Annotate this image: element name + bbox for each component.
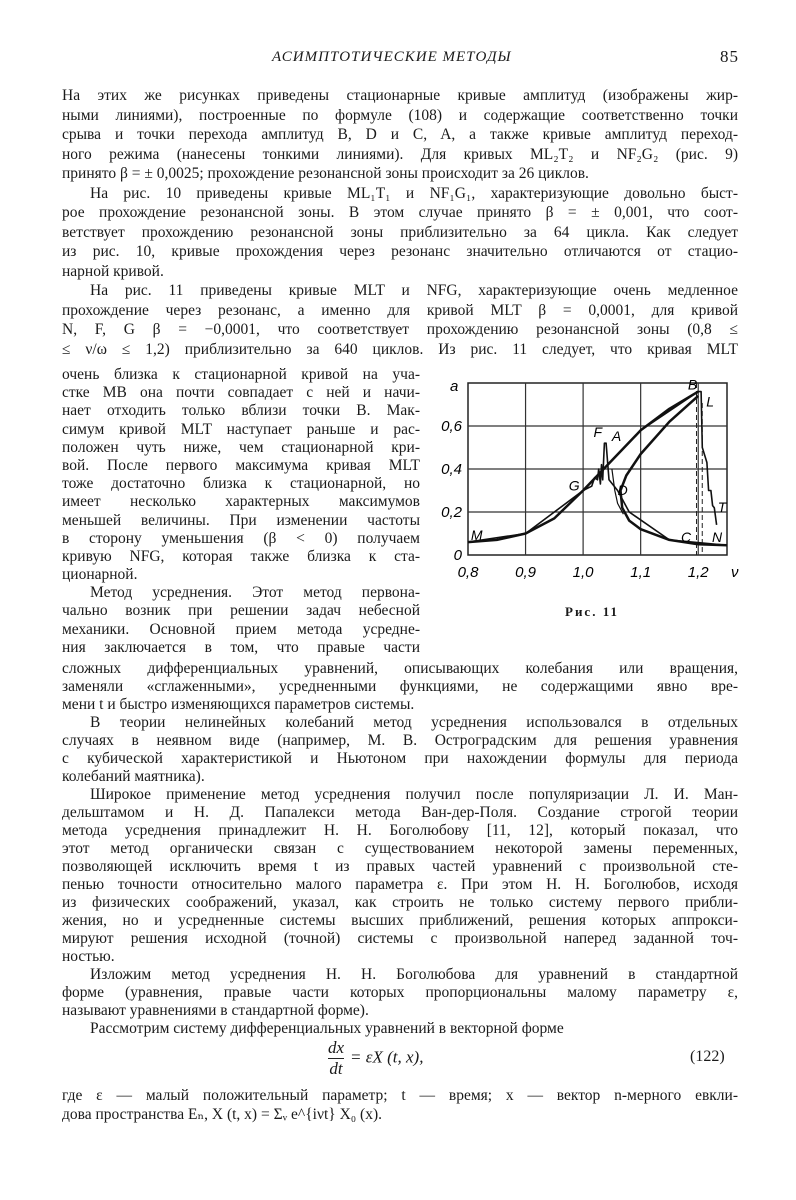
point-label-N: N <box>712 529 723 546</box>
text-line: из рис. 10, кривые прохождения через резонанс значительно отличаются от стацио- <box>62 243 738 260</box>
text-line: ного режима (нанесены тонкими линиями). Для кривых ML₂T₂ и NF₂G₂ (рис. 9) <box>62 145 738 163</box>
text-line: ≤ ν/ω ≤ 1,2) приблизительно за 640 циклов. Из рис. 11 следует, что кривая MLT <box>62 340 738 358</box>
text-line: в сторону уменьшения (β < 0) получаем <box>62 529 420 547</box>
text-line: метода усреднения принадлежит Н. Н. Боголюбову [11, 12], который показал, что <box>62 822 738 839</box>
point-label-M: M <box>470 526 483 543</box>
text-block-main <box>62 660 738 1038</box>
text-line: прохождение через резонанс, а именно для кривой MLT β = 0,0001, для кривой <box>62 301 738 319</box>
text-line: Широкое применение метод усреднения получил после популяризации Л. И. Ман- <box>90 786 738 803</box>
text-line: где ε — малый положительный параметр; t — время; x — вектор n-мерного евкли- <box>62 1087 738 1104</box>
point-label-L: L <box>706 393 715 410</box>
text-line: механики. Основной прием метода усредне- <box>62 620 420 638</box>
point-label-T: T <box>717 499 727 515</box>
text-line: На этих же рисунках приведены стационарные кривые амплитуд (изображены жир- <box>62 87 738 104</box>
point-label-G: G <box>568 477 580 494</box>
text-line: чально возник при решении задач небесной <box>62 602 420 620</box>
text-line: принято β = ± 0,0025; прохождение резонансной зоны происходит за 26 циклов. <box>62 165 589 182</box>
fraction-denominator: dt <box>329 1059 343 1078</box>
figure-11-chart <box>436 372 776 632</box>
text-line: Изложим метод усреднения Н. Н. Боголюбова для уравнений в стандартной <box>90 966 738 983</box>
text-line: вой. После первого максимума кривая MLT <box>62 456 420 474</box>
point-label-C: C <box>680 529 692 546</box>
text-line: стке MB она почти совпадает с ней и начи- <box>62 384 420 402</box>
text-line: позволяющей исключить время t из правых частей уравнений с произвольной сте- <box>62 858 738 875</box>
derivative-fraction <box>328 1038 344 1079</box>
text-line: Рассмотрим систему дифференциальных уравнений в векторной форме <box>90 1020 564 1037</box>
equation-number: (122) <box>690 1048 725 1065</box>
point-label-B: B <box>687 376 698 393</box>
text-line: мени t и быстро изменяющихся параметров системы. <box>62 696 415 713</box>
text-line: меньшей величины. При изменении частоты <box>62 511 420 529</box>
text-line: симум кривой MLT наступает раньше и рас- <box>62 420 420 438</box>
text-line: из физических соображений, указал, как строить не только систему первого прибли- <box>62 894 738 911</box>
text-line: Метод усреднения. Этот метод первона- <box>90 584 420 602</box>
text-line: положен чуть ниже, чем стационарной кри- <box>62 438 420 456</box>
y-tick-label: 0 <box>453 547 462 564</box>
running-head: АСИМПТОТИЧЕСКИЕ МЕТОДЫ <box>272 49 512 65</box>
fraction-numerator: dx <box>328 1038 345 1057</box>
page-number: 85 <box>720 47 739 66</box>
text-line: жения, но и усредненные системы высших приближений, решения которых аппрокси- <box>62 912 738 929</box>
text-line: имеет несколько характерных максимумов <box>62 493 420 511</box>
text-line: называют уравнениями в стандартной форме). <box>62 1002 369 1019</box>
text-line: ветствует прохождению резонансной зоны приблизительно за 64 цикла. Как следует <box>62 223 738 241</box>
text-line: заменяли «сглаженными», усредненными функциями, не содержащими явно вре- <box>62 678 738 695</box>
text-line: этот метод органически связан с существованием некоторой замены переменных, <box>62 840 738 857</box>
x-tick-label: 1,0 <box>572 564 594 581</box>
text-line: очень близка к стационарной кривой на уча- <box>62 366 420 383</box>
text-block-bottom <box>62 1086 738 1124</box>
equation-122 <box>328 1038 423 1079</box>
text-line: нарной кривой. <box>62 262 164 280</box>
y-tick-label: 0,4 <box>441 461 462 478</box>
text-line: На рис. 10 приведены кривые ML₁T₁ и NF₁G₁, характеризующие довольно быст- <box>90 184 738 202</box>
text-line: ционарной. <box>62 566 138 584</box>
y-tick-label: 0,6 <box>441 418 462 435</box>
x-tick-label: 1,1 <box>630 564 652 581</box>
text-line: срыва и точки перехода амплитуд B, D и C, A, а также кривые амплитуд переход- <box>62 126 738 143</box>
text-line: сложных дифференциальных уравнений, описывающих колебания или вращения, <box>62 660 738 677</box>
text-line: пенью точности относительно малого параметра ε. При этом Н. Н. Боголюбов, исходя <box>62 876 738 893</box>
text-line: рое прохождение резонансной зоны. В этом случае принято β = ± 0,001, что соот- <box>62 204 738 221</box>
text-line: ностью. <box>62 948 115 965</box>
text-block-top <box>62 86 738 359</box>
series-line-stationary-lower <box>621 393 728 545</box>
text-line: с кубической характеристикой и Ньютоном при нахождении формулы для периода <box>62 750 738 767</box>
point-label-F: F <box>593 423 603 440</box>
text-line: ния заключается в том, что правые части <box>62 638 420 656</box>
point-label-D: D <box>617 481 628 498</box>
x-tick-label: 1,2 <box>687 564 709 581</box>
equation-rhs: = εX (t, x), <box>350 1047 424 1067</box>
text-line: кривую NFG, которая также близка к ста- <box>62 547 420 565</box>
text-line: случаях в неявном виде (например, М. В. Остроградским для решения уравнения <box>62 732 738 749</box>
figure-caption: Рис. 11 <box>565 604 619 619</box>
text-line: дова пространства Eₙ, X (t, x) = Σᵥ e^{iνt} X₀ (x). <box>62 1106 382 1123</box>
text-line: тоже достаточно близка к стационарной, но <box>62 475 420 493</box>
text-line: В теории нелинейных колебаний метод усреднения использовался в отдельных <box>90 714 738 731</box>
y-tick-label: 0,2 <box>441 504 462 521</box>
text-line: нает отходить только вблизи точки B. Мак- <box>62 402 420 420</box>
point-label-A: A <box>611 428 622 445</box>
text-line: форме (уравнения, правые части которых пропорциональны малому параметру ε, <box>62 984 738 1001</box>
text-block-wrapped <box>62 366 420 657</box>
text-line: ными линиями), построенные по формуле (108) и содержащие соответственно точки <box>62 106 738 124</box>
x-tick-label: 0,8 <box>457 564 479 581</box>
text-line: мируют решения исходной (точной) системы с произвольной наперед заданной точ- <box>62 930 738 947</box>
text-line: дельштамом и Н. Д. Папалекси метода Ван-дер-Поля. Создание строгой теории <box>62 804 738 821</box>
text-line: На рис. 11 приведены кривые MLT и NFG, характеризующие очень медленное <box>90 282 738 299</box>
text-line: колебаний маятника). <box>62 768 205 785</box>
text-line: N, F, G β = −0,0001, что соответствует прохождению резонансной зоны (0,8 ≤ <box>62 321 738 338</box>
y-axis-label: a <box>450 378 459 395</box>
x-tick-label: 0,9 <box>515 564 536 581</box>
x-axis-label: ν <box>731 564 739 581</box>
